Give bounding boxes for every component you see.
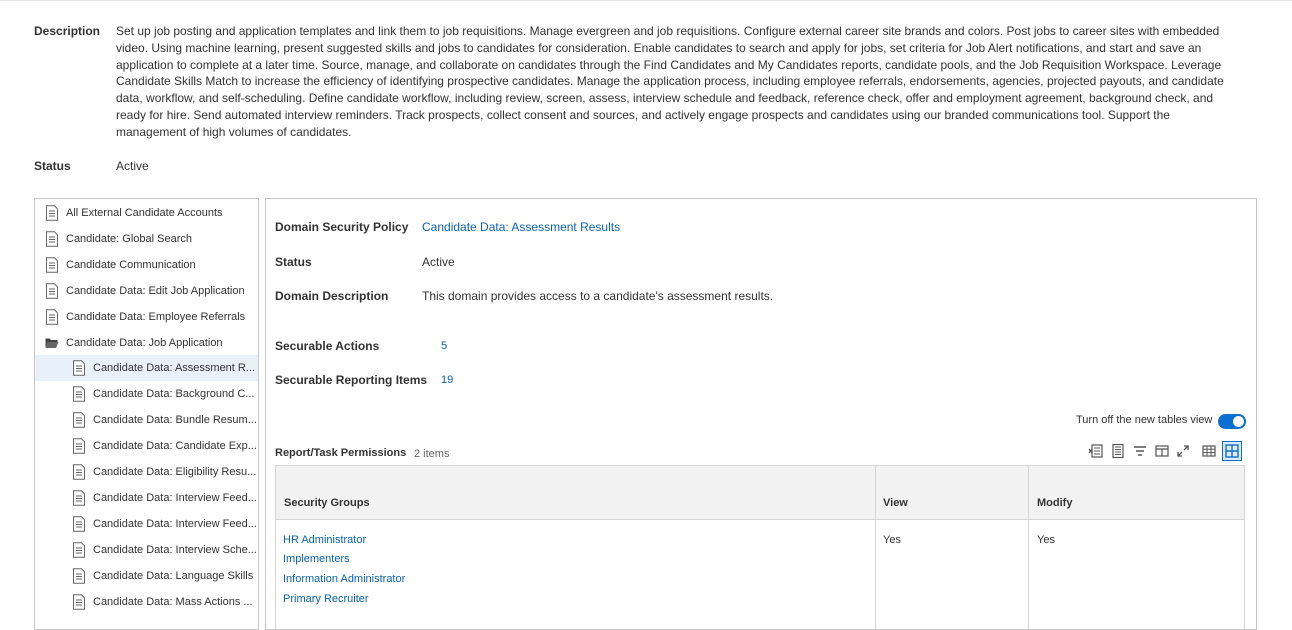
tree-item[interactable] <box>35 200 258 226</box>
document-icon <box>72 386 86 402</box>
tree-item-label: Candidate Data: Interview Feed... <box>93 491 257 504</box>
tree-item-label: Candidate: Global Search <box>66 232 192 245</box>
securable-actions-label: Securable Actions <box>275 339 380 353</box>
tree-item-label: All External Candidate Accounts <box>66 207 223 219</box>
tree-item-label: Candidate Data: Job Application <box>66 336 223 349</box>
policy-link[interactable]: Candidate Data: Assessment Results <box>422 220 621 234</box>
tree-item-label: Candidate Data: Assessment R... <box>93 362 256 375</box>
securable-reporting-label: Securable Reporting Items <box>275 373 428 387</box>
tree-item[interactable] <box>35 433 258 459</box>
security-group-link[interactable]: Primary Recruiter <box>283 593 369 605</box>
tree-item[interactable] <box>35 304 258 330</box>
document-icon <box>45 309 59 325</box>
tree-item[interactable] <box>35 355 258 381</box>
securable-reporting-count[interactable]: 19 <box>441 374 454 386</box>
tree-item[interactable] <box>35 485 258 511</box>
security-group-link[interactable]: Information Administrator <box>283 573 406 585</box>
grid-view-icon[interactable] <box>1222 441 1242 461</box>
column-header-view[interactable]: View <box>883 497 908 509</box>
columns-icon[interactable] <box>1152 441 1172 461</box>
tree-item-label: Candidate Communication <box>66 258 196 271</box>
permissions-table <box>275 465 1245 630</box>
domain-description-label: Domain Description <box>275 289 389 303</box>
tree-item-label: Candidate Data: Bundle Resum... <box>93 414 257 427</box>
document-icon <box>72 438 86 454</box>
tree-item-label: Candidate Data: Interview Sche... <box>93 543 257 556</box>
column-header-security-groups[interactable]: Security Groups <box>284 497 370 509</box>
tree-item[interactable] <box>35 330 258 356</box>
modify-permission-value: Yes <box>1037 534 1055 546</box>
domain-description-value: This domain provides access to a candidate's assessment results. <box>422 289 774 303</box>
table-title: Report/Task Permissions <box>275 447 407 459</box>
securable-actions-count[interactable]: 5 <box>441 340 448 352</box>
column-divider <box>1028 466 1029 630</box>
table-view-icon[interactable] <box>1199 441 1219 461</box>
document-icon <box>72 464 86 480</box>
tree-item-label: Candidate Data: Eligibility Resu... <box>93 466 257 478</box>
detail-status-label: Status <box>275 255 312 269</box>
tree-item[interactable] <box>35 537 258 563</box>
tree-item[interactable] <box>35 252 258 278</box>
document-icon <box>45 283 59 299</box>
tree-item[interactable] <box>35 278 258 304</box>
description-text: Set up job posting and application templates and link them to job requisitions. Manage evergreen and job requisitions. Configure external career site brands and colors. Post jobs to career sites with embedded video. Using machine learning, present suggested skills and jobs to candidates for consideration. Enable candidates to search and apply for jobs, set criteria for Job Alert notifications, and start and save an application to complete at a later time. Source, manage, and collaborate on candidates through the Find Candidates and My Candidates reports, candidate pools, and the Job Requisition Workspace. Leverage Candidate Skills Match to increase the efficiency of identifying prospective candidates. Manage the application process, including employee referrals, endorsements, agencies, projected payouts, and candidate data, workflow, and self-scheduling. Define candidate workflow, including review, screen, assess, interview schedule and feedback, reference check, offer and employment agreement, background check, and ready for hire. Send automated interview reminders. Track prospects, collect consent and sources, and actively engage prospects and candidates using our branded communications tool. Support the management of high volumes of candidates. <box>116 24 1224 139</box>
table-item-count: 2 items <box>414 448 450 460</box>
domain-detail-panel <box>265 198 1257 630</box>
security-group-link[interactable]: Implementers <box>283 553 350 565</box>
status-value: Active <box>116 159 149 173</box>
policy-label: Domain Security Policy <box>275 220 409 234</box>
export-pdf-icon[interactable] <box>1108 441 1128 461</box>
document-icon <box>45 231 59 247</box>
column-header-modify[interactable]: Modify <box>1037 497 1073 509</box>
fullscreen-icon[interactable] <box>1173 441 1193 461</box>
folder-open-icon <box>45 337 59 349</box>
tree-item[interactable] <box>35 589 258 615</box>
description-label: Description <box>34 24 101 38</box>
document-icon <box>72 412 86 428</box>
document-icon <box>45 257 59 273</box>
tree-item-label: Candidate Data: Mass Actions ... <box>93 595 253 608</box>
document-icon <box>72 568 86 584</box>
tree-item-label: Candidate Data: Background C... <box>93 388 255 401</box>
tree-item-label: Candidate Data: Language Skills <box>93 569 254 582</box>
top-divider <box>0 0 1292 1</box>
tables-view-toggle-label: Turn off the new tables view <box>1076 414 1213 426</box>
document-icon <box>45 205 59 221</box>
detail-status-value: Active <box>422 255 455 269</box>
tree-item[interactable] <box>35 563 258 589</box>
domain-tree <box>34 198 259 630</box>
filter-icon[interactable] <box>1130 441 1150 461</box>
document-icon <box>72 542 86 558</box>
tree-item-label: Candidate Data: Edit Job Application <box>66 284 245 297</box>
tree-item[interactable] <box>35 511 258 537</box>
tables-view-toggle[interactable] <box>1218 414 1246 429</box>
tree-item[interactable] <box>35 407 258 433</box>
status-label: Status <box>34 159 71 173</box>
tree-item-label: Candidate Data: Candidate Exp... <box>93 440 257 453</box>
tree-item[interactable] <box>35 459 258 485</box>
security-group-link[interactable]: HR Administrator <box>283 534 367 546</box>
tree-item[interactable] <box>35 226 258 252</box>
export-excel-icon[interactable] <box>1086 441 1106 461</box>
document-icon <box>72 490 86 506</box>
table-header <box>276 466 1244 520</box>
view-permission-value: Yes <box>883 534 901 546</box>
document-icon <box>72 360 86 376</box>
document-icon <box>72 516 86 532</box>
document-icon <box>72 594 86 610</box>
tree-item[interactable] <box>35 381 258 407</box>
tree-item-label: Candidate Data: Interview Feed... <box>93 517 257 530</box>
column-divider <box>875 466 876 630</box>
tree-item-label: Candidate Data: Employee Referrals <box>66 310 246 323</box>
